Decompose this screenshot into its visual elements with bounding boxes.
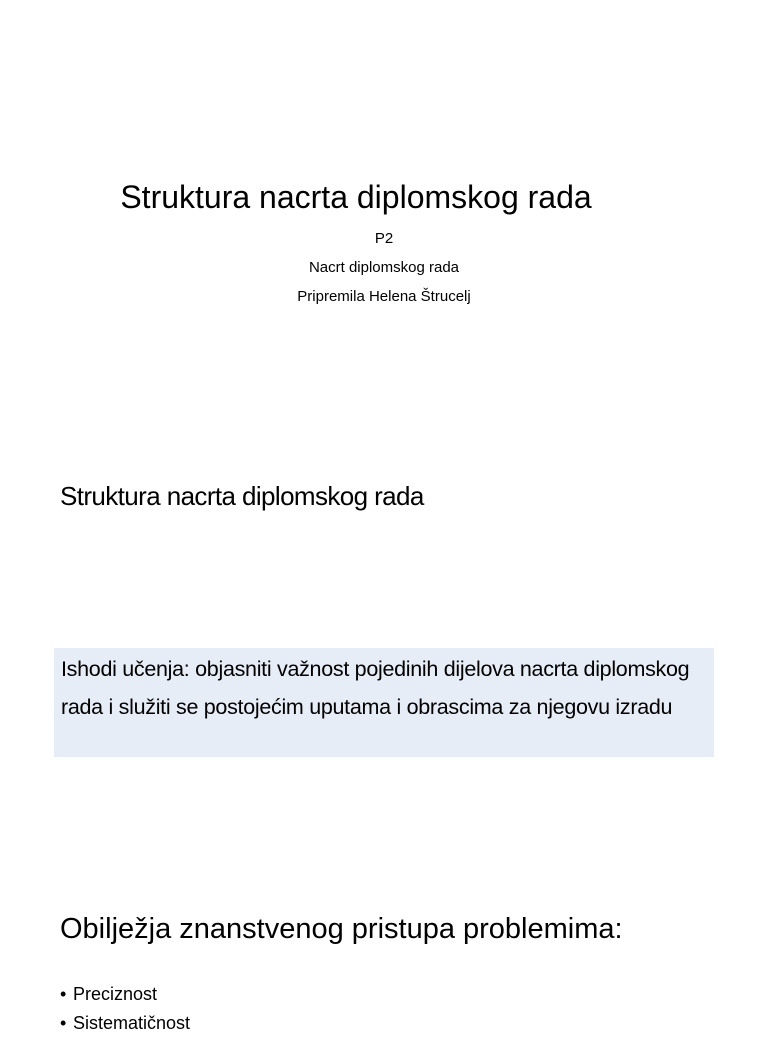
subtitle-code: P2 [374,230,394,247]
bullet-icon: • [60,1013,67,1033]
list-item-label: Preciznost [73,984,158,1004]
bullet-icon: • [60,984,67,1004]
subtitle-topic: Nacrt diplomskog rada [308,259,460,276]
list-item-label: Sistematičnost [73,1013,191,1033]
bullet-list [60,980,190,1038]
learning-outcomes-text: Ishodi učenja: objasniti važnost pojedinih dijelova nacrta diplomskog rada i služiti se postojećim uputama i obrascima za njegovu izradu [61,657,690,719]
list-item [60,980,190,1009]
slide-1-title: Struktura nacrta diplomskog rada [120,179,592,215]
slide-3-title: Obilježja znanstvenog pristupa problemima: [60,913,623,945]
slide-2-title: Struktura nacrta diplomskog rada [60,481,424,511]
subtitle-author: Pripremila Helena Štrucelj [297,288,471,305]
learning-outcomes-box [54,648,714,757]
